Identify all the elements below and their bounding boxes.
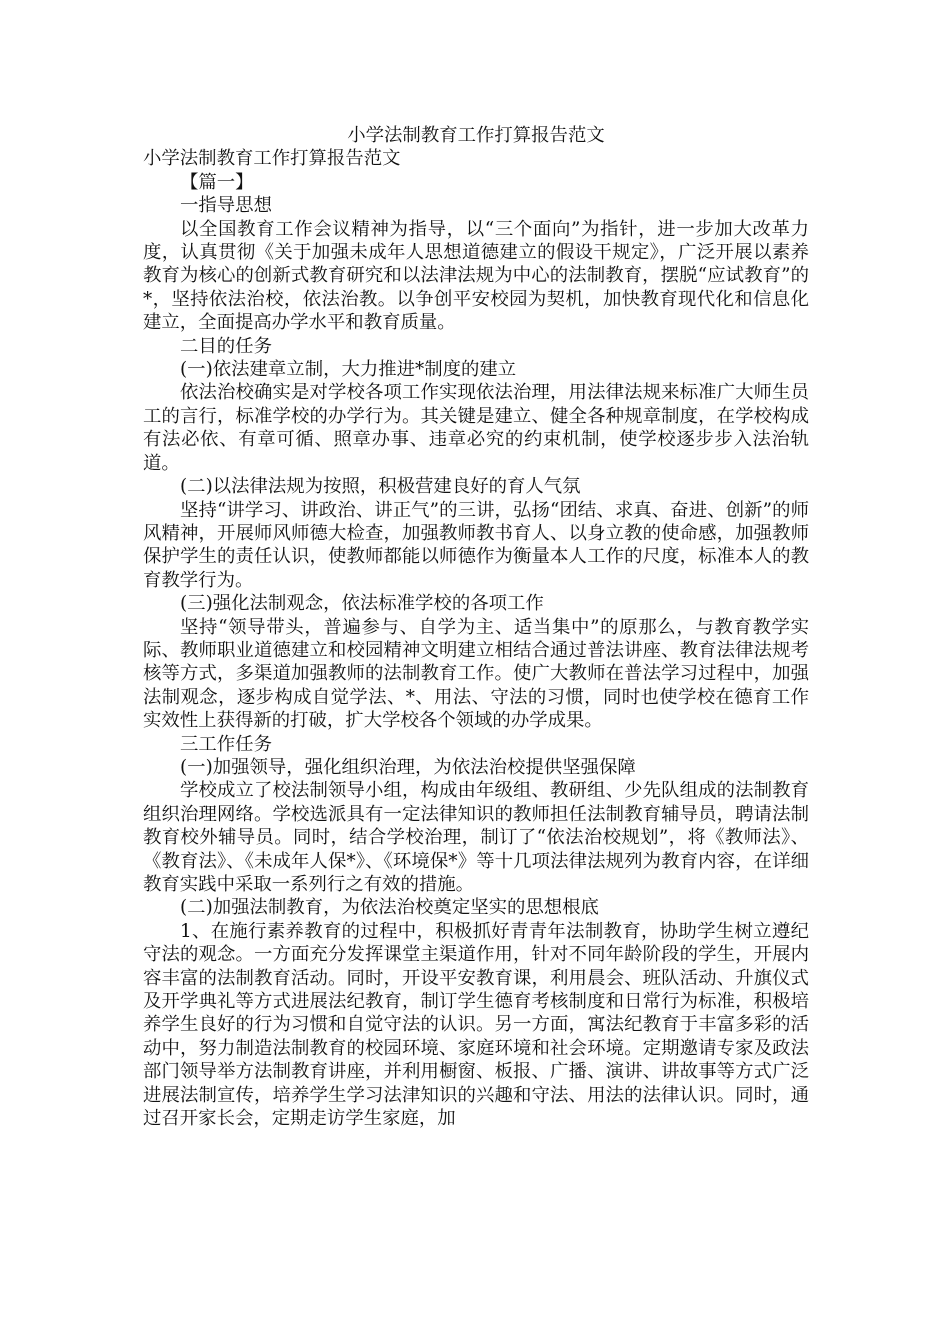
paragraph: 依法治校确实是对学校各项工作实现依法治理，用法律法规来标准广大师生员工的言行，标准学校的办学行为。其关键是建立、健全各种规章制度，在学校构成有法必依、有章可循、照章办事、违章必究的约束机制，使学校逐步步入法治轨道。 <box>143 382 809 474</box>
paragraph: 1、在施行素养教育的过程中，积极抓好青青年法制教育，协助学生树立遵纪守法的观念。一方面充分发挥课堂主渠道作用，针对不同年龄阶段的学生，开展内容丰富的法制教育活动。同时，开设平安教育课，利用晨会、班队活动、升旗仪式及开学典礼等方式进展法纪教育，制订学生德育考核制度和日常行为标准，积极培养学生良好的行为习惯和自觉守法的认识。另一方面，寓法纪教育于丰富多彩的活动中，努力制造法制教育的校园环境、家庭环境和社会环境。定期邀请专家及政法部门领导举方法制教育讲座，并利用橱窗、板报、广播、演讲、讲故事等方式广泛进展法制宣传，培养学生学习法津知识的兴趣和守法、用法的法律认识。同时，通过召开家长会，定期走访学生家庭，加 <box>143 920 809 1130</box>
paragraph: 坚持“讲学习、讲政治、讲正气”的三讲，弘扬“团结、求真、奋进、创新”的师风精神，开展师风师德大检查，加强教师教书育人、以身立教的使命感，加强教师保护学生的责任认识，使教师都能以师德作为衡量本人工作的尺度，标准本人的教育教学行为。 <box>143 499 809 591</box>
paragraph: 学校成立了校法制领导小组，构成由年级组、教研组、少先队组成的法制教育组织治理网络。学校选派具有一定法律知识的教师担任法制教育辅导员，聘请法制教育校外辅导员。同时，结合学校治理，制订了“依法治校规划”，将《教师法》、《教育法》、《未成年人保*》、《环境保*》等十几项法律法规列为教育内容，在详细教育实践中采取一系列行之有效的措施。 <box>143 780 809 895</box>
document-subtitle: 小学法制教育工作打算报告范文 <box>143 148 401 170</box>
subheading: (二)以法律法规为按照，积极营建良好的育人气氛 <box>180 476 581 498</box>
heading-guiding-ideology: 一指导思想 <box>180 195 272 217</box>
heading-work-tasks: 三工作任务 <box>180 733 272 755</box>
paragraph: 坚持“领导带头，普遍参与、自学为主、适当集中”的原那么，与教育教学实际、教师职业道德建立和校园精神文明建立相结合通过普法讲座、教育法律法规考核等方式，多渠道加强教师的法制教育工作。使广大教师在普法学习过程中，加强法制观念，逐步构成自觉学法、*、用法、守法的习惯，同时也使学校在德育工作实效性上获得新的打破，扩大学校各个领域的办学成果。 <box>143 616 809 732</box>
section-tag: 【篇一】 <box>180 171 254 193</box>
subheading: (三)强化法制观念，依法标准学校的各项工作 <box>180 593 544 615</box>
document-page <box>143 124 809 1130</box>
document-title: 小学法制教育工作打算报告范文 <box>347 125 605 146</box>
subheading: (二)加强法制教育，为依法治校奠定坚实的思想根底 <box>180 897 599 919</box>
paragraph: 以全国教育工作会议精神为指导，以“三个面向”为指针，进一步加大改革力度，认真贯彻《关于加强未成年人思想道德建立的假设干规定》，广泛开展以素养教育为核心的创新式教育研究和以法津法规为中心的法制教育，摆脱“应试教育”的*，坚持依法治校，依法治教。以争创平安校园为契机，加快教育现代化和信息化建立，全面提高办学水平和教育质量。 <box>143 218 809 334</box>
subheading: (一)加强领导，强化组织治理，为依法治校提供坚强保障 <box>180 756 636 778</box>
heading-objectives: 二目的任务 <box>180 335 272 357</box>
subheading: (一)依法建章立制，大力推进*制度的建立 <box>180 359 517 381</box>
